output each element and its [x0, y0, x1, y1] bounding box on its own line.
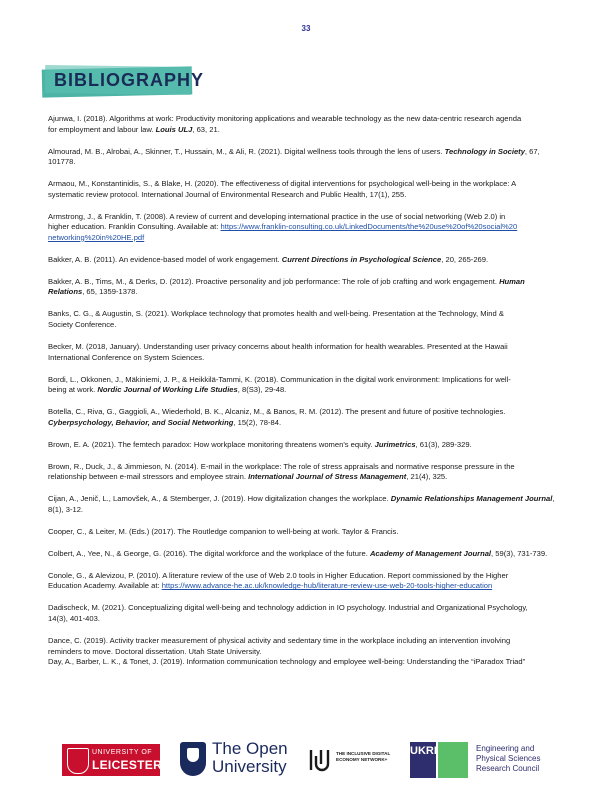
reference-text: Bordi, L., Okkonen, J., Mäkiniemi, J. P., & Heikkilä-Tammi, K. (2018). Communication in the digital work environment: Implications for well-: [48, 374, 511, 384]
open-university-logo: [180, 740, 298, 780]
ide-mark-icon: [308, 746, 332, 774]
reference-text: , 20, 265-269.: [441, 254, 489, 264]
journal-title: International Journal of Stress Management: [248, 472, 407, 482]
ide-logo-text: THE INCLUSIVE DIGITAL ECONOMY NETWORK+: [336, 751, 391, 762]
reference-text: , 61(3), 289-329.: [415, 439, 472, 449]
reference-line: [48, 418, 572, 429]
reference-text: , 63, 21.: [192, 124, 220, 134]
reference-text: , 15(2), 78-84.: [233, 417, 282, 427]
reference-line: [48, 472, 572, 483]
reference-text: , 21(4), 325.: [406, 472, 448, 482]
ukri-logo-text: UKRI: [410, 742, 436, 778]
reference-line: [48, 375, 572, 386]
reference-line: [48, 614, 572, 625]
reference-line: [48, 125, 572, 136]
reference-line: [48, 581, 572, 592]
footer-logos: [0, 738, 612, 784]
reference-text: Ajunwa, I. (2018). Algorithms at work: Productivity monitoring applications and wearable technology as the new data-centric research agenda: [48, 114, 522, 123]
reference-line: [48, 309, 572, 320]
reference-line: [48, 255, 572, 266]
epsrc-logo-line3: Research Council: [476, 764, 540, 773]
reference-text: 8(1), 3-12.: [48, 504, 84, 514]
reference-text: Armaou, M., Konstantinidis, S., & Blake, H. (2020). The effectiveness of digital interventions for psychological well-being in the workplace: A: [48, 179, 517, 189]
reference-text: ,: [552, 494, 555, 504]
reference-text: being at work.: [48, 385, 98, 395]
reference-line: [48, 222, 572, 233]
reference-text: Botella, C., Riva, G., Gaggioli, A., Wiederhold, B. K., Alcaniz, M., & Banos, R. M. (2012). The present and future of positive technologies.: [48, 407, 506, 417]
open-university-logo-line1: The Open: [212, 739, 288, 758]
reference-text: Brown, E. A. (2021). The femtech paradox: How workplace monitoring threatens women's equity.: [48, 439, 375, 449]
bibliography-list: [48, 114, 572, 668]
section-title: BIBLIOGRAPHY: [54, 70, 205, 90]
reference-line: [48, 407, 572, 418]
reference-line: [48, 287, 572, 298]
reference-link[interactable]: https://www.advance-he.ac.uk/knowledge-hub/literature-review-use-web-20-tools-higher-education: [161, 581, 493, 591]
reference-line: [48, 636, 572, 647]
epsrc-logo-line2: Physical Sciences: [476, 754, 541, 763]
leicester-crest-icon: [67, 748, 89, 774]
reference-text: relationship between e-mail stressors and employee strain.: [48, 472, 249, 482]
reference-line: [48, 147, 572, 158]
reference-text: International Conference on System Sciences.: [48, 352, 205, 362]
reference-link[interactable]: networking%20in%20HE.pdf: [48, 232, 145, 242]
leicester-logo-line2: LEICESTER: [92, 758, 163, 772]
reference-link[interactable]: https://www.franklin-consulting.co.uk/LinkedDocuments/the%20use%20of%20social%20: [220, 222, 518, 232]
reference-text: Cooper, C., & Leiter, M. (Eds.) (2017). The Routledge companion to well-being at work. Taylor & Francis.: [48, 526, 399, 536]
reference-text: Banks, C. G., & Augustin, S. (2021). Workplace technology that promotes health and well-being. Presentation at the Technology, Mind &: [48, 309, 504, 319]
reference-text: Almourad, M. B., Alrobai, A., Skinner, T., Hussain, M., & Ali, R. (2021). Digital wellness tools through the lens of users.: [48, 146, 445, 156]
section-banner: [42, 64, 205, 98]
reference-text: Brown, R., Duck, J., & Jimmieson, N. (2014). E-mail in the workplace: The role of stress appraisals and normative response pressure in the: [48, 461, 515, 471]
inclusive-digital-economy-logo: [308, 744, 400, 776]
epsrc-logo-line1: Engineering and: [476, 744, 535, 753]
reference-line: [48, 114, 572, 125]
reference-line: [48, 647, 572, 658]
reference-text: Dadischeck, M. (2021). Conceptualizing digital well-being and technology addiction in IO psychology. Industrial and Organizational Psychology,: [48, 603, 528, 613]
reference-text: Armstrong, J., & Franklin, T. (2008). A review of current and developing international practice in the use of social networking (Web 2.0) in: [48, 211, 506, 221]
reference-line: [48, 462, 572, 473]
reference-text: Cijan, A., Jenič, L., Lamovšek, A., & Stemberger, J. (2019). How digitalization changes the workplace.: [48, 494, 391, 504]
reference-line: [48, 233, 572, 244]
journal-title: Technology in Society: [444, 146, 525, 156]
reference-text: Society Conference.: [48, 320, 117, 330]
journal-title: Current Directions in Psychological Science: [281, 254, 442, 264]
reference-text: Day, A., Barber, L. K., & Tonet, J. (2019). Information communication technology and employee well-being: Understanding the “iParadox Triad”: [48, 657, 526, 667]
journal-title: Louis ULJ: [155, 124, 193, 134]
reference-line: [48, 353, 572, 364]
ukri-green-block: [438, 742, 468, 778]
open-university-shield-icon: [180, 742, 206, 776]
reference-line: [48, 440, 572, 451]
journal-title: Academy of Management Journal: [369, 548, 492, 558]
reference-line: [48, 190, 572, 201]
reference-line: [48, 157, 572, 168]
university-of-leicester-logo: [62, 744, 163, 776]
reference-text: Education Academy. Available at:: [48, 581, 162, 591]
reference-line: [48, 571, 572, 582]
reference-text: , 67,: [524, 146, 540, 156]
page-number: 33: [301, 24, 311, 33]
reference-line: [48, 277, 572, 288]
reference-line: [48, 603, 572, 614]
reference-line: [48, 179, 572, 190]
journal-title: Relations: [48, 287, 83, 297]
reference-text: 101778.: [48, 157, 76, 167]
reference-text: systematic review protocol. International Journal of Environmental Research and Public Health, 17(1), 255.: [48, 189, 407, 199]
reference-line: [48, 527, 572, 538]
journal-title: Nordic Journal of Working Life Studies: [97, 385, 238, 395]
reference-line: [48, 549, 572, 560]
reference-text: 14(3), 401-403.: [48, 614, 100, 624]
reference-line: [48, 505, 572, 516]
journal-title: Jurimetrics: [374, 439, 416, 449]
ukri-logo: [410, 742, 468, 778]
reference-line: [48, 657, 572, 668]
journal-title: Dynamic Relationships Management Journal: [390, 494, 553, 504]
reference-text: higher education. Franklin Consulting. Available at:: [48, 222, 221, 232]
epsrc-logo: [476, 744, 576, 778]
reference-text: Bakker, A. B. (2011). An evidence-based model of work engagement.: [48, 254, 282, 264]
reference-text: Dance, C. (2019). Activity tracker measurement of physical activity and sedentary time in the workplace including an intervention involving: [48, 636, 511, 646]
reference-text: , 59(3), 731-739.: [491, 548, 548, 558]
reference-text: for employment and labour law.: [48, 124, 156, 134]
reference-text: reminders to move. Doctoral dissertation. Utah State University.: [48, 646, 262, 656]
reference-line: [48, 342, 572, 353]
reference-text: , 8(S3), 29-48.: [237, 385, 287, 395]
journal-title: Cyberpsychology, Behavior, and Social Networking: [48, 417, 234, 427]
reference-line: [48, 494, 572, 505]
reference-text: Bakker, A. B., Tims, M., & Derks, D. (2012). Proactive personality and job performance: The role of job crafting and work engagement.: [48, 276, 500, 286]
reference-text: Conole, G., & Alevizou, P. (2010). A literature review of the use of Web 2.0 tools in Higher Education. Report commissioned by the Higher: [48, 570, 509, 580]
reference-line: [48, 212, 572, 223]
reference-line: [48, 320, 572, 331]
open-university-logo-line2: University: [212, 757, 287, 776]
reference-line: [48, 385, 572, 396]
reference-text: , 65, 1359-1378.: [82, 287, 138, 297]
reference-text: Becker, M. (2018, January). Understanding user privacy concerns about health information for health wearables. Presented at the Hawaii: [48, 342, 508, 352]
journal-title: Human: [499, 276, 525, 286]
reference-text: Colbert, A., Yee, N., & George, G. (2016). The digital workforce and the workplace of the future.: [48, 548, 370, 558]
leicester-logo-line1: UNIVERSITY OF: [92, 749, 153, 756]
